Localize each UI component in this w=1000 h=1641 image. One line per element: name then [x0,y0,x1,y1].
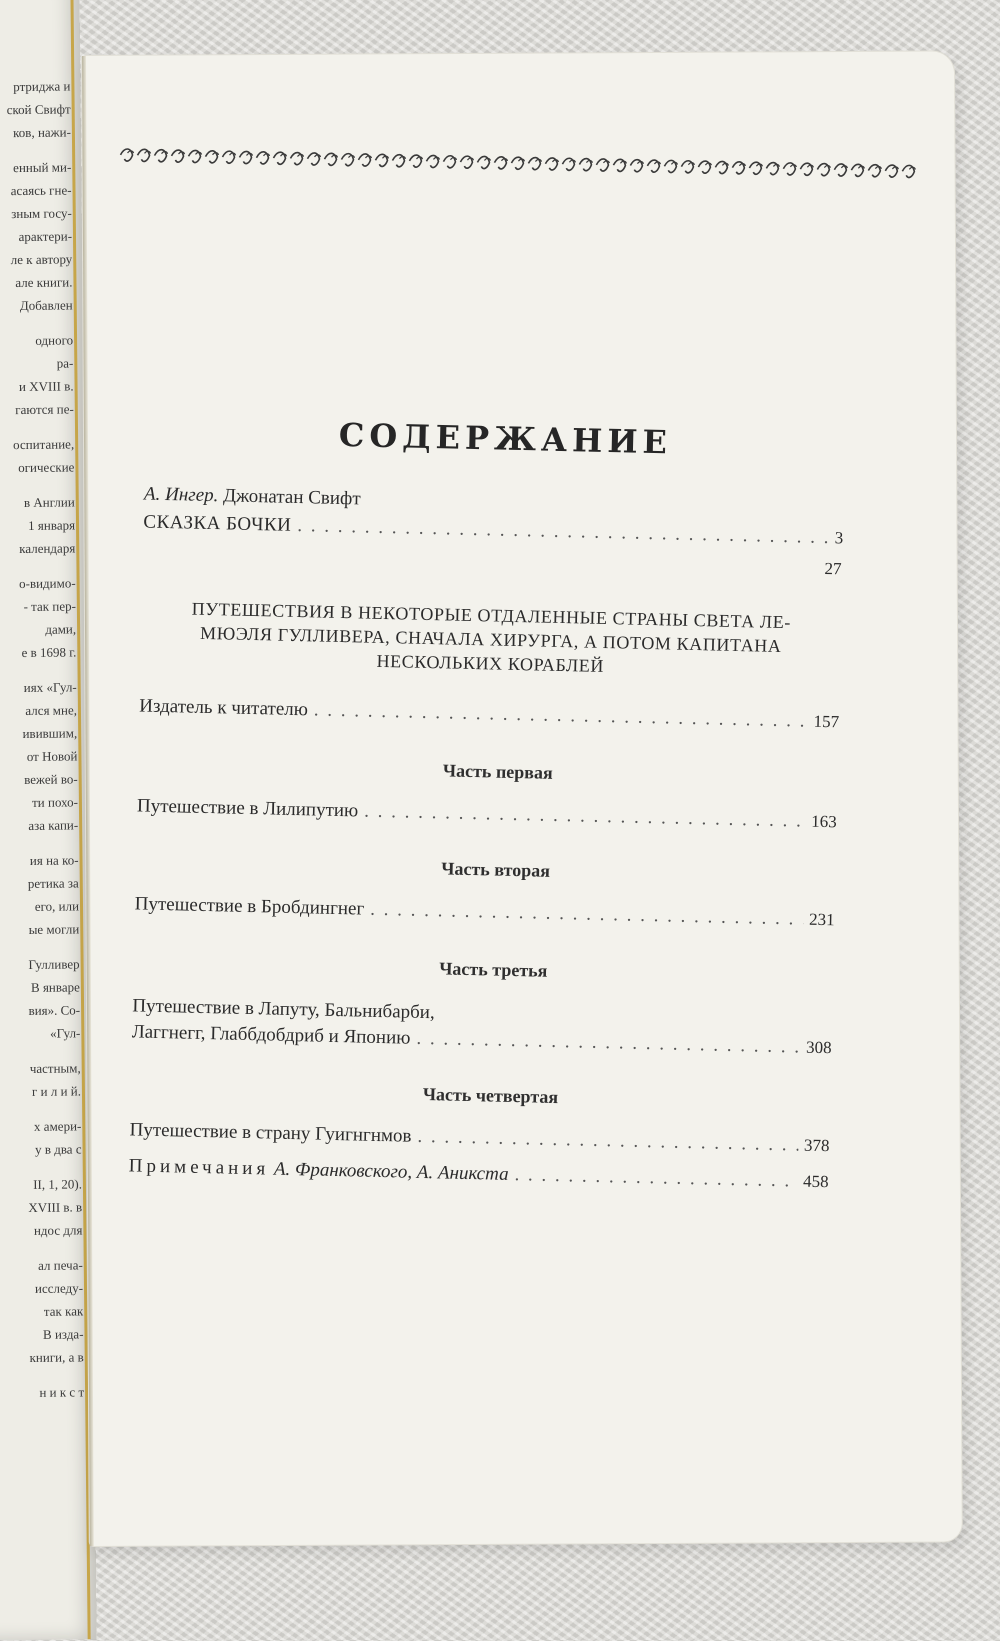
left-page-line: асаясь гне- [10,182,72,199]
left-page-line: частным, [29,1060,81,1076]
left-page-line: але книги. [15,274,73,291]
left-page-line: 1 января [28,517,76,533]
left-page-line: вия». Со- [28,1002,81,1018]
dot-leader [314,699,808,732]
toc-page-number: 308 [805,1037,832,1058]
toc-page-number: 3 [834,528,844,548]
left-page-line: н и к с т [39,1384,85,1400]
left-page-line: ков, нажи- [13,124,71,141]
left-page-line: Добавлен [19,297,73,314]
dot-leader [416,1028,800,1059]
left-page-gap [0,316,73,329]
left-page-line: ретика за [27,875,79,891]
toc-title: Путешествие в Бробдингнег [134,893,365,920]
left-page-gap [1,1102,81,1115]
left-page-line: ртриджа и [13,78,71,95]
left-page-line: в Англии [23,494,75,510]
left-page-line: календаря [19,540,76,557]
left-page-line: В январе [30,979,80,995]
left-page-line: аза капи- [28,817,79,833]
left-page-gap [0,663,77,676]
toc-page-number: 27 [824,558,842,579]
toc-page-number: 378 [803,1135,830,1156]
toc-entry-notes [129,1155,829,1193]
left-page-line: его, или [34,898,80,914]
left-page-gap [2,1160,82,1173]
left-page-line: зным госу- [11,205,72,222]
left-page-line: е в 1698 г. [21,644,77,661]
dot-leader [297,515,829,549]
left-page-line: огические [18,459,75,476]
part-heading-2: Часть вторая [441,858,551,881]
part-heading-3: Часть третья [439,958,548,981]
left-page-gap [0,836,78,849]
left-page-line: XVIII в. в [28,1199,83,1215]
left-page-line: - так пер- [23,598,76,614]
toc-page-number: 231 [808,909,835,930]
left-page-line: енный ми- [13,159,72,176]
toc-title: Издатель к читателю [139,695,309,721]
left-page-line: гаются пе- [15,401,74,418]
part-heading-1: Часть первая [442,760,553,783]
left-page-line: у в два с [34,1141,82,1157]
left-page-line: ые могли [28,921,80,937]
left-page-line: арактери- [18,228,73,245]
left-page-line: В изда- [42,1326,84,1342]
left-page-gap [0,420,74,433]
table-of-contents [120,56,874,1562]
left-page-gap [0,478,75,491]
left-page-gap [0,940,79,953]
page-title: СОДЕРЖАНИЕ [338,415,673,462]
left-page-line: иях «Гул- [23,679,77,695]
toc-title-line: Путешествие в Лапуту, Бальнибарби, [132,995,435,1024]
left-page-line: ра- [56,355,74,371]
left-page-line: так как [43,1303,84,1319]
toc-title-line: МЮЭЛЯ ГУЛЛИВЕРА, СНАЧАЛА ХИРУРГА, А ПОТОМ КАПИТАНА [199,622,782,657]
toc-page-number: 163 [811,811,838,832]
toc-page-number: 157 [813,711,840,732]
left-page-line: ти похо- [31,794,78,810]
toc-author: А. Ингер. [143,483,219,507]
dot-leader [514,1164,797,1192]
toc-title-line: Лаггнегг, Глаббдобдриб и Японию [131,1021,411,1049]
left-page-line: «Гул- [49,1025,81,1041]
left-page-line: Гулливер [28,956,80,972]
left-page-line: исследу- [34,1280,84,1296]
left-page-line: и XVIII в. [18,378,74,395]
left-page-line: книги, а в [29,1349,84,1365]
left-page-gap [3,1241,83,1254]
left-page-gap [0,559,76,572]
left-page-line: о-видимо- [18,575,76,592]
left-page-line: х амери- [33,1118,82,1134]
left-page-line: дами, [45,621,77,637]
toc-entry-travels [170,596,811,683]
toc-entry-part1 [137,795,837,833]
left-page-line: ался мне, [25,702,78,718]
left-page-line: ндос для [33,1222,83,1238]
left-page-line: одного [35,332,74,348]
toc-title: СКАЗКА БОЧКИ [143,511,292,536]
part-heading-4: Часть четвертая [422,1083,559,1108]
toc-page-number: 458 [802,1171,829,1192]
left-page-line: ле к автору [10,251,73,268]
toc-title: Джонатан Свифт [222,485,361,510]
left-page-line: II, 1, 20). [33,1176,82,1192]
left-page-line: вежей во- [24,771,78,787]
toc-title: Примечания [128,1155,270,1180]
left-page-line: г и л и й. [31,1083,82,1099]
toc-title-line: НЕСКОЛЬКИХ КОРАБЛЕЙ [376,650,605,676]
toc-title-line: ПУТЕШЕСТВИЯ В НЕКОТОРЫЕ ОТДАЛЕННЫЕ СТРАНЫ СВЕТА ЛЕ- [191,598,792,633]
toc-title: Путешествие в Лилипутию [136,795,359,822]
left-page-gap [0,1044,80,1057]
toc-author: А. Франковского, А. Аникста [273,1158,509,1185]
toc-title: Путешествие в страну Гуигнгнмов [129,1119,412,1147]
left-page-text [0,74,84,1404]
left-page-line: оспитание, [13,436,75,453]
toc-entry-publisher [139,695,839,733]
dot-leader [417,1126,798,1157]
left-page-gap [0,143,71,156]
book-page [82,51,962,1546]
toc-entry-part2 [134,893,834,931]
left-page-line: от Новой [26,748,78,764]
left-page-line: ал печа- [38,1257,83,1273]
left-page-line: ской Свифт [6,101,71,118]
left-page-line: ия на ко- [29,852,79,868]
dot-leader [370,899,803,931]
toc-entry-part4 [129,1119,829,1157]
left-page-gap [4,1368,84,1381]
left-page-line: ивившим, [22,725,78,742]
dot-leader [364,801,806,833]
